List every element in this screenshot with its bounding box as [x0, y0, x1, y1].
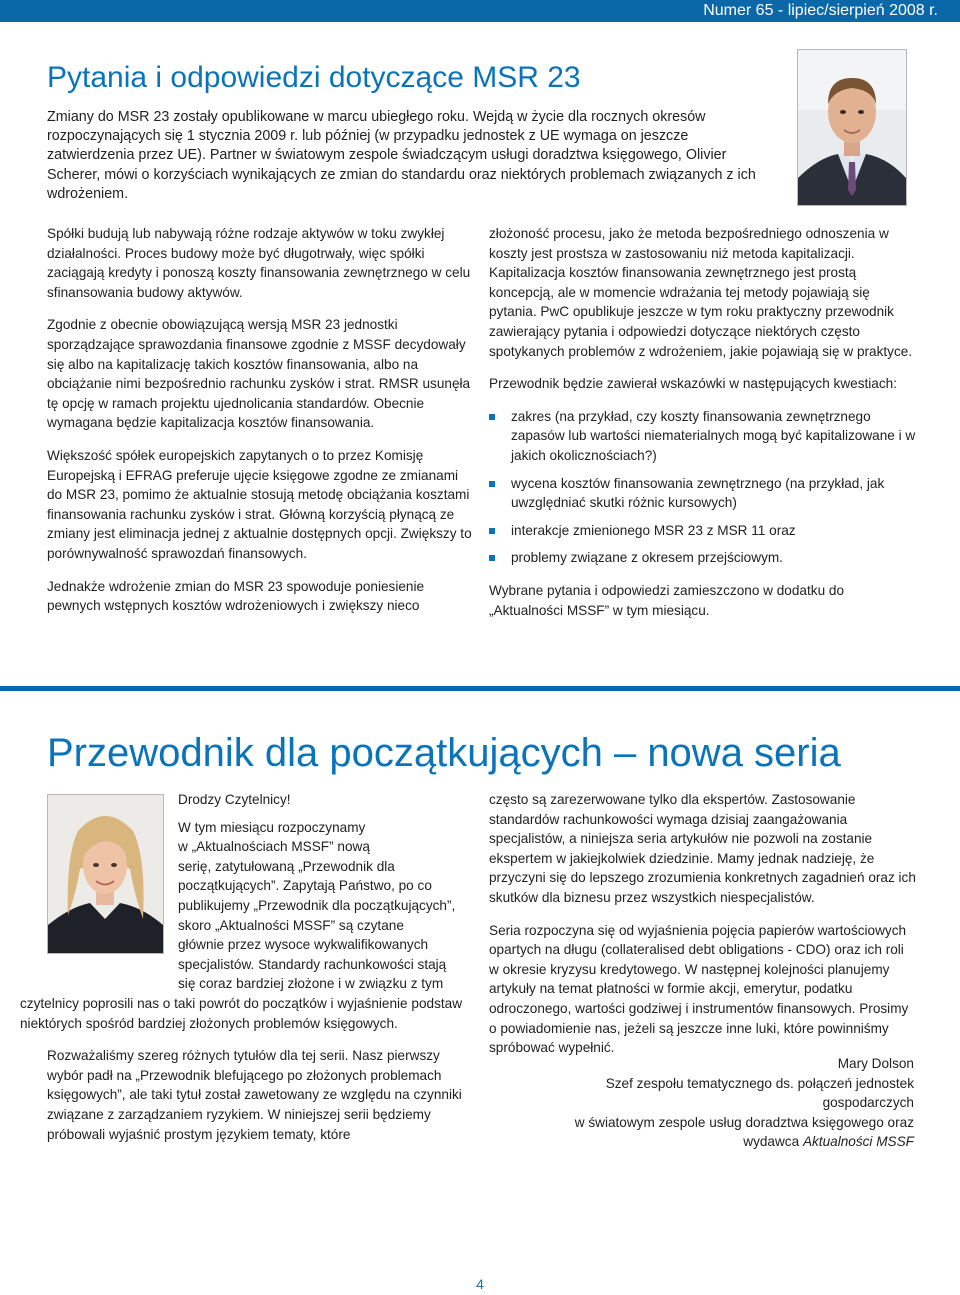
greeting: Drodzy Czytelnicy!	[178, 792, 291, 807]
list-item: problemy związane z okresem przejściowym.	[489, 548, 917, 568]
article2-left-paragraph-2: Rozważaliśmy szereg różnych tytułów dla tej serii. Nasz pierwszy wybór padł na „Przewodnik blefującego po złożonych problemach księgowych”, ale taki tytuł został zawetowany ze względu na czynniki związane z zarządzaniem ryzykiem. W niniejszej serii będziemy próbowali wyjaśnić prostym językiem tematy, które	[47, 1048, 462, 1142]
article1-right-paragraph-1: złożoność procesu, jako że metoda bezpośredniego odnoszenia w koszty jest prostsza w zastosowaniu niż metoda kapitalizacji. Kapitalizacja kosztów finansowania zewnętrznego jest prostą koncepcją, ale w momencie wdrażania tej metody pojawiają się pytania. PwC opublikuje jeszcze w tym roku praktyczny przewodnik zawierający pytania i odpowiedzi dotyczące niektórych często spotykanych problemów z wdrożeniem, jakie pojawiają się w praktyce.	[489, 226, 913, 359]
publication-name: Aktualności MSSF	[802, 1134, 914, 1150]
signature-publisher	[575, 1132, 914, 1152]
article2-left-paragraph-1-rest: czytelnicy poprosili nas o taki powrót do początków i wyjaśnienie podstaw niektórych spośród bardziej złożonych problemów księgowych.	[20, 995, 463, 1031]
signature-role: Szef zespołu tematycznego ds. połączeń jednostek	[605, 1075, 914, 1091]
article1-left-paragraph-2: Zgodnie z obecnie obowiązującą wersją MSR 23 jednostki sporządzające sprawozdania finansowe zgodnie z MSSF decydowały się albo na kapitalizację takich kosztów finansowania, albo na obciążanie nimi bezpośrednio rachunku zysków i strat. RMSR usunęła tę opcję w ramach projektu ujednolicania standardów. Obecnie wymagana będzie kapitalizacja kosztów finansowania.	[47, 317, 471, 431]
signature-name: Mary Dolson	[837, 1056, 914, 1071]
wrapped-line: w „Aktualnościach MSSF” nową	[178, 839, 370, 855]
issue-label: Numer 65 - lipiec/sierpień 2008 r.	[703, 2, 938, 19]
article2-title: Przewodnik dla początkujących – nowa seria	[47, 731, 841, 775]
author-photo-scherer	[797, 49, 907, 206]
article1-left-column	[47, 224, 473, 629]
article1-title: Pytania i odpowiedzi dotyczące MSR 23	[47, 61, 581, 94]
article2-left-column	[20, 790, 465, 1157]
article1-closing: Wybrane pytania i odpowiedzi zamieszczono w dodatku do „Aktualności MSSF” w tym miesiącu.	[489, 582, 845, 618]
wrapped-line: się coraz bardziej złożone i w związku z tym	[178, 976, 444, 992]
wrapped-line: specjalistów. Standardy rachunkowości stają	[178, 956, 447, 972]
article1-bullet-list	[489, 407, 917, 568]
list-item: zakres (na przykład, czy koszty finansowania zewnętrznego zapasów lub wartości niematerialnych mogą być kapitalizowane i w jakich okolicznościach?)	[489, 407, 917, 466]
signature-publisher-prefix: wydawca	[743, 1134, 803, 1150]
article2-right-paragraph-2: Seria rozpoczyna się od wyjaśnienia pojęcia papierów wartościowych opartych na długu (collateralised debt obligations - CDO) oraz ich roli w okresie kryzysu kredytowego. W następnej kolejności planujemy artykuły na temat płatności w formie akcji, emerytur, podatku odroczonego, wartości godziwej i instrumentów finansowych. Prosimy o powiadomienie nas, jeżeli są jeszcze inne luki, które powinniśmy spróbować wypełnić.	[489, 922, 909, 1056]
signature-block	[575, 1054, 914, 1152]
header-bar	[0, 0, 960, 22]
wrapped-line: publikujemy „Przewodnik dla początkujących”,	[178, 897, 456, 913]
signature-role: w światowym zespole usług doradztwa księgowego oraz	[574, 1114, 914, 1130]
list-item: interakcje zmienionego MSR 23 z MSR 11 oraz	[489, 521, 917, 541]
section-divider	[0, 686, 960, 691]
article2-wrapped-text	[178, 790, 465, 994]
wrapped-line: serię, zatytułowaną „Przewodnik dla	[178, 858, 395, 874]
article1-left-paragraph-4: Jednakże wdrożenie zmian do MSR 23 spowoduje poniesienie pewnych wstępnych kosztów wdrożeniowych i zwiększy nieco	[47, 578, 425, 614]
page-number: 4	[476, 1276, 484, 1292]
wrapped-line: skoro „Aktualności MSSF” są czytane	[178, 917, 404, 933]
article1-left-paragraph-1: Spółki budują lub nabywają różne rodzaje aktywów w toku zwykłej działalności. Proces budowy może być długotrwały, więc spółki zaciągają kredyty i ponoszą koszty finansowania zewnętrznego w celu sfinansowania budowy aktywów.	[47, 226, 471, 300]
wrapped-line: początkujących”. Zapytają Państwo, po co	[178, 878, 432, 894]
article1-right-paragraph-2: Przewodnik będzie zawierał wskazówki w następujących kwestiach:	[489, 376, 897, 392]
article2-right-paragraph-1: często są zarezerwowane tylko dla ekspertów. Zastosowanie standardów rachunkowości wymaga dzisiaj zaangażowania specjalistów, a niniejsza seria artykułów nie pozwoli na zostanie ekspertem w jakiejkolwiek dziedzinie. Mamy jednak nadzieję, że przyczyni się do lepszego zrozumienia konkretnych zagadnień oraz ich skutków dla biznesu przez wszystkich niespecjalistów.	[489, 792, 916, 905]
article1-left-paragraph-3: Większość spółek europejskich zapytanych o to przez Komisję Europejską i EFRAG preferuje ujęcie księgowe zgodne ze zmianami do MSR 23, pomimo że aktualnie stosują metodę obciążania kosztami finansowania rachunku zysków i strat. Główną korzyścią płynącą ze zmiany jest eliminacja jednej z aktualnie dostępnych opcji. Zwiększy to porównywalność sprawozdań finansowych.	[47, 447, 472, 561]
signature-role: gospodarczych	[822, 1095, 914, 1111]
article2-right-column	[489, 790, 917, 1071]
list-item: wycena kosztów finansowania zewnętrznego (na przykład, jak uwzględniać skutki różnic kursowych)	[489, 474, 917, 513]
article1-intro: Zmiany do MSR 23 zostały opublikowane w marcu ubiegłego roku. Wejdą w życie dla rocznych okresów rozpoczynających się 1 stycznia 2009 r. lub później (w przypadku jednostek z UE wymaga on jeszcze zatwierdzenia przez UE). Partner w światowym zespole świadczącym usługi doradztwa księgowego, Olivier Scherer, mówi o korzyściach wynikających ze zmian do standardu oraz niektórych problemach związanych z ich wdrożeniem.	[47, 109, 756, 202]
portrait-man-image	[798, 50, 906, 205]
wrapped-line: W tym miesiącu rozpoczynamy	[178, 819, 366, 835]
article1-right-column	[489, 224, 917, 633]
wrapped-line: głównie przez wysoce wykwalifikowanych	[178, 937, 429, 953]
